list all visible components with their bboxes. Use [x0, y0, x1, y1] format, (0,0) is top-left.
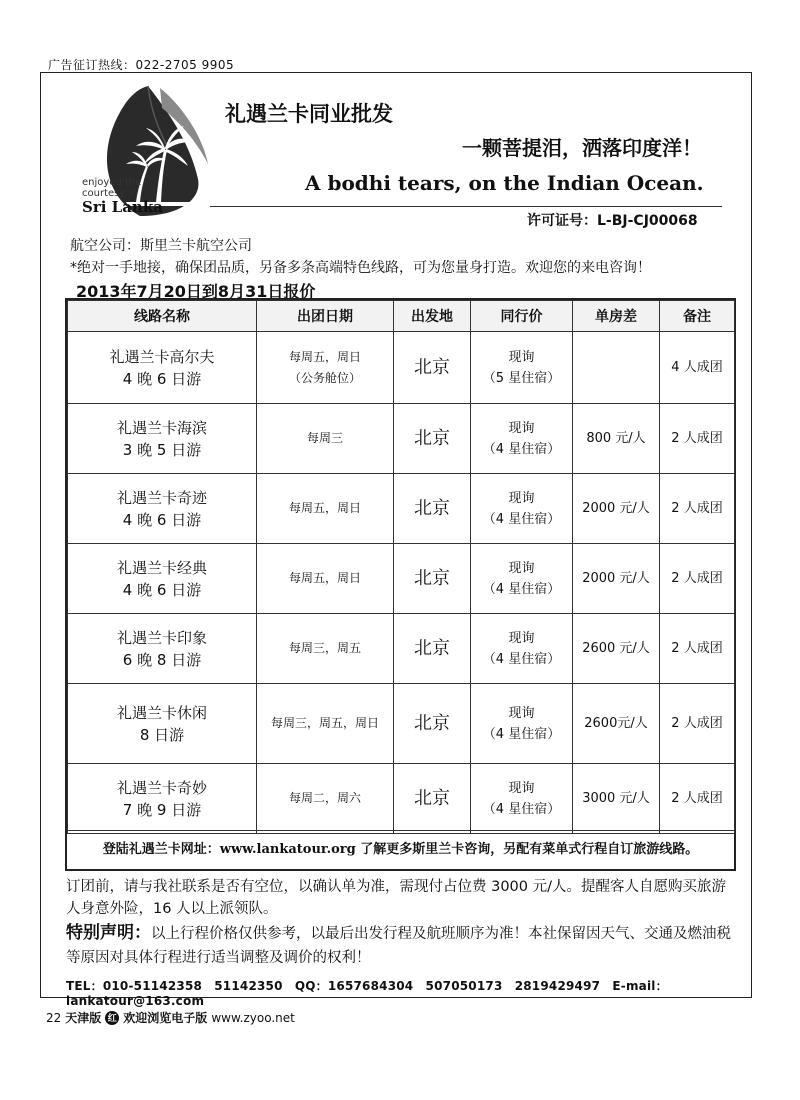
single-supplement-cell-line: 2000 元/人 — [582, 571, 650, 586]
single-supplement-cell — [573, 764, 660, 834]
schedule-cell — [257, 332, 394, 404]
single-supplement-cell — [573, 544, 660, 614]
logo-tagline: enjoyed the courtesy in — [82, 177, 142, 199]
schedule-cell — [257, 764, 394, 834]
schedule-cell-line: 每周三，周五 — [288, 641, 361, 655]
route-name-cell-line: 7 晚 9 日游 — [122, 800, 202, 819]
schedule-cell-line: 每周五，周日 — [288, 349, 361, 364]
price-cell-line: （4 星住宿） — [482, 651, 561, 667]
single-supplement-cell — [573, 404, 660, 474]
price-cell-line: （4 星住宿） — [482, 801, 561, 817]
route-name-cell — [68, 404, 257, 474]
price-cell-line: （4 星住宿） — [482, 511, 561, 527]
license-number: 许可证号：L-BJ-CJ00068 — [527, 213, 698, 229]
price-cell-line: 现询 — [508, 780, 535, 796]
remarks-cell — [660, 474, 735, 544]
table-row — [68, 614, 735, 684]
remarks-cell-line: 2 人成团 — [671, 716, 723, 731]
brand-title: 礼遇兰卡同业批发 — [225, 101, 393, 126]
departure-cell — [394, 474, 471, 544]
remarks-cell-line: 2 人成团 — [671, 501, 723, 516]
ad-hotline: 广告征订热线：022-2705 9905 — [48, 58, 235, 72]
remarks-cell — [660, 404, 735, 474]
departure-cell-line: 北京 — [414, 788, 450, 809]
price-cell-line: （4 星住宿） — [482, 441, 561, 457]
departure-cell — [394, 684, 471, 764]
promo-text: *绝对一手地接，确保团品质，另备多条高端特色线路，可为您量身打造。欢迎您的来电咨询！ — [70, 260, 651, 276]
table-row — [68, 404, 735, 474]
remarks-cell — [660, 544, 735, 614]
slogan-english: A bodhi tears, on the Indian Ocean. — [305, 171, 704, 195]
special-statement-text: 以上行程价格仅供参考，以最后出发行程及航班顺序为准！本社保留因天气、交通及燃油税等原因对具体行程进行适当调整及调价的权利！ — [66, 926, 731, 966]
single-supplement-cell — [573, 684, 660, 764]
route-name-cell — [68, 614, 257, 684]
tour-price-table — [65, 298, 736, 871]
remarks-cell-line: 2 人成团 — [671, 641, 723, 656]
route-name-cell-line: 礼遇兰卡休闲 — [116, 703, 207, 722]
route-name-cell-line: 礼遇兰卡奇妙 — [116, 778, 207, 797]
remarks-cell-line: 4 人成团 — [671, 360, 723, 375]
price-cell — [471, 544, 573, 614]
welcome-text: 欢迎浏览电子版 — [123, 1011, 208, 1025]
departure-cell-line: 北京 — [414, 713, 450, 734]
schedule-cell-line: （公务舱位） — [288, 370, 361, 385]
route-name-cell-line: 礼遇兰卡海滨 — [116, 418, 207, 437]
schedule-cell-line: 每周三，周五，周日 — [270, 716, 379, 730]
price-cell-line: 现询 — [508, 560, 535, 576]
column-header-single-supplement: 单房差 — [573, 301, 660, 332]
footer-url[interactable]: www.zyoo.net — [211, 1010, 295, 1025]
single-supplement-cell — [573, 332, 660, 404]
route-name-cell — [68, 684, 257, 764]
booking-note: 订团前，请与我社联系是否有空位，以确认单为准，需现付占位费 3000 元/人。提醒客人自愿购买旅游人身意外险，16 人以上派领队。 — [66, 879, 727, 917]
column-header-route: 线路名称 — [68, 301, 257, 332]
departure-cell — [394, 544, 471, 614]
departure-cell — [394, 614, 471, 684]
column-header-remarks: 备注 — [660, 301, 735, 332]
route-name-cell-line: 3 晚 5 日游 — [122, 440, 202, 459]
remarks-cell — [660, 684, 735, 764]
remarks-cell-line: 2 人成团 — [671, 571, 723, 586]
route-name-cell — [68, 544, 257, 614]
schedule-cell — [257, 404, 394, 474]
contact-info: TEL：010-51142358 51142350 QQ：1657684304 507050173 2819429497 E-mail：lankatour@163.com — [66, 979, 668, 1008]
special-statement-label: 特别声明： — [66, 923, 151, 943]
departure-cell-line: 北京 — [414, 568, 450, 589]
table-row — [68, 544, 735, 614]
departure-cell — [394, 332, 471, 404]
single-supplement-cell-line: 800 元/人 — [586, 431, 646, 446]
price-cell — [471, 614, 573, 684]
website-notice: 登陆礼遇兰卡网址：www.lankatour.org 了解更多斯里兰卡咨询，另配有菜单式行程自订旅游线路。 — [67, 830, 734, 869]
route-name-cell-line: 礼遇兰卡经典 — [116, 558, 207, 577]
price-cell-line: （4 星住宿） — [482, 581, 561, 597]
airline-info: 航空公司：斯里兰卡航空公司 — [70, 238, 252, 254]
route-name-cell-line: 4 晚 6 日游 — [122, 580, 202, 599]
remarks-cell — [660, 764, 735, 834]
route-name-cell-line: 4 晚 6 日游 — [122, 369, 202, 388]
logo-wordmark: Sri Lanka — [82, 198, 163, 216]
remarks-cell — [660, 614, 735, 684]
single-supplement-cell-line: 3000 元/人 — [582, 791, 650, 806]
schedule-cell — [257, 474, 394, 544]
departure-cell-line: 北京 — [414, 498, 450, 519]
price-cell — [471, 474, 573, 544]
single-supplement-cell-line: 2000 元/人 — [582, 501, 650, 516]
price-cell-line: 现询 — [508, 630, 535, 646]
red-badge-icon: 红 — [105, 1011, 119, 1025]
schedule-cell-line: 每周五，周日 — [288, 571, 361, 585]
price-cell — [471, 764, 573, 834]
page-number: 22 — [46, 1010, 62, 1025]
edition-label: 天津版 — [65, 1011, 102, 1025]
table-row — [68, 684, 735, 764]
quote-date-range: 2013年7月20日到8月31日报价 — [76, 282, 316, 301]
price-cell — [471, 332, 573, 404]
price-cell-line: （5 星住宿） — [482, 370, 561, 386]
column-header-price: 同行价 — [471, 301, 573, 332]
schedule-cell-line: 每周三 — [306, 431, 343, 445]
departure-cell — [394, 764, 471, 834]
route-name-cell — [68, 474, 257, 544]
table-row — [68, 764, 735, 834]
price-cell-line: 现询 — [508, 490, 535, 506]
single-supplement-cell-line: 2600 元/人 — [582, 641, 650, 656]
table-row — [68, 332, 735, 404]
route-name-cell-line: 礼遇兰卡印象 — [116, 628, 207, 647]
departure-cell-line: 北京 — [414, 428, 450, 449]
route-name-cell-line: 礼遇兰卡高尔夫 — [109, 347, 215, 366]
price-cell — [471, 404, 573, 474]
route-name-cell-line: 6 晚 8 日游 — [122, 650, 202, 669]
route-name-cell-line: 4 晚 6 日游 — [122, 510, 202, 529]
single-supplement-cell — [573, 474, 660, 544]
schedule-cell-line: 每周二，周六 — [288, 791, 361, 805]
departure-cell — [394, 404, 471, 474]
table-header-row — [68, 301, 735, 332]
column-header-date: 出团日期 — [257, 301, 394, 332]
special-statement — [66, 921, 738, 970]
route-name-cell — [68, 764, 257, 834]
departure-cell-line: 北京 — [414, 357, 450, 378]
remarks-cell — [660, 332, 735, 404]
schedule-cell — [257, 544, 394, 614]
price-cell-line: 现询 — [508, 705, 535, 721]
price-cell-line: 现询 — [508, 420, 535, 436]
schedule-cell — [257, 614, 394, 684]
schedule-cell — [257, 684, 394, 764]
single-supplement-cell — [573, 614, 660, 684]
departure-cell-line: 北京 — [414, 638, 450, 659]
tour-table-grid — [67, 300, 735, 834]
price-cell — [471, 684, 573, 764]
single-supplement-cell-line: 2600元/人 — [584, 716, 648, 731]
remarks-cell-line: 2 人成团 — [671, 431, 723, 446]
price-cell-line: 现询 — [508, 349, 535, 365]
slogan-chinese: 一颗菩提泪，洒落印度洋！ — [462, 136, 702, 160]
header-divider — [210, 206, 722, 207]
route-name-cell-line: 8 日游 — [139, 725, 185, 744]
route-name-cell — [68, 332, 257, 404]
page-footer — [46, 1009, 295, 1026]
price-cell-line: （4 星住宿） — [482, 726, 561, 742]
remarks-cell-line: 2 人成团 — [671, 791, 723, 806]
route-name-cell-line: 礼遇兰卡奇迹 — [116, 488, 207, 507]
table-row — [68, 474, 735, 544]
column-header-departure: 出发地 — [394, 301, 471, 332]
schedule-cell-line: 每周五，周日 — [288, 501, 361, 515]
